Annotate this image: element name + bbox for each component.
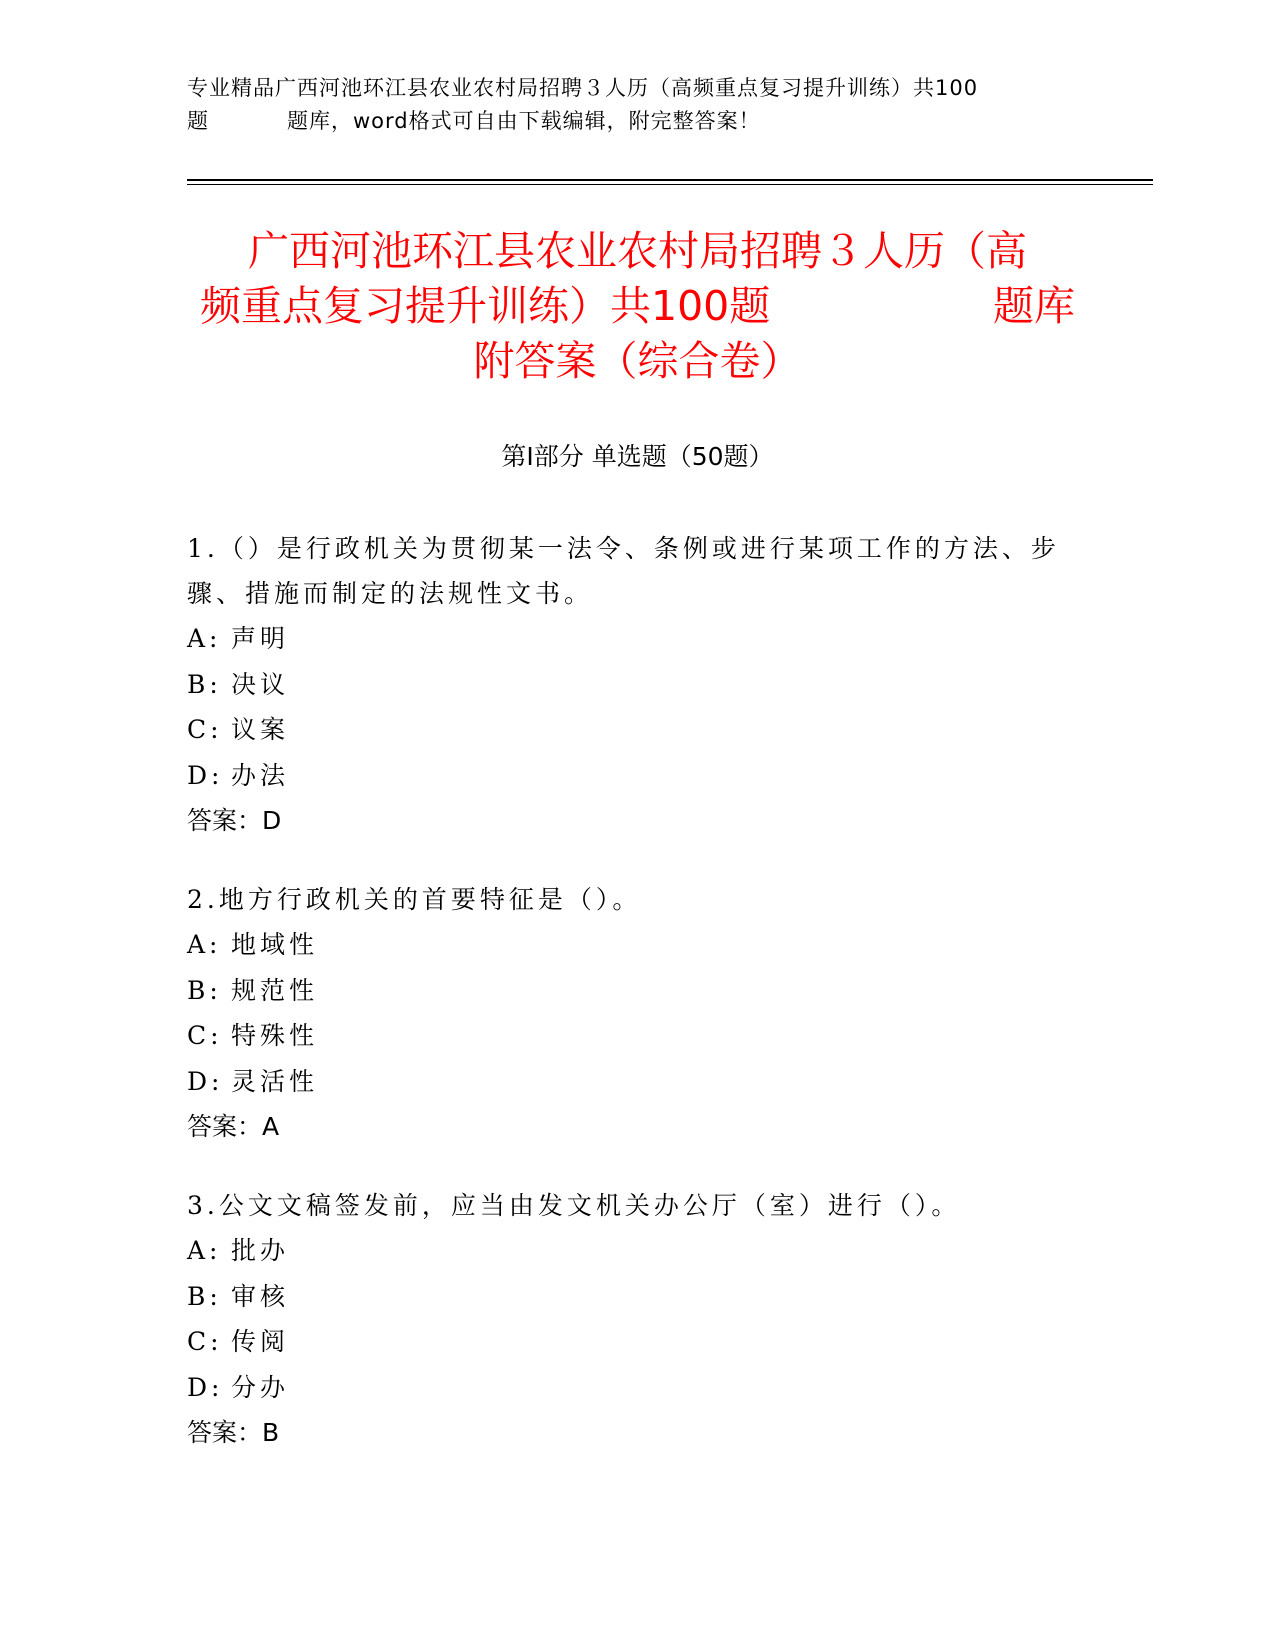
header-line-2 xyxy=(187,105,1087,138)
option-text: 分办 xyxy=(231,1372,290,1402)
title-line-2 xyxy=(150,279,1125,334)
option-key: B: xyxy=(187,669,222,699)
title-line-2-end: 题库 xyxy=(993,282,1075,330)
option-text: 批办 xyxy=(231,1236,290,1265)
option-a xyxy=(187,922,1087,968)
option-b xyxy=(187,662,1087,708)
option-text: 声明 xyxy=(231,624,290,653)
option-key: B: xyxy=(187,975,222,1005)
option-d xyxy=(187,1365,1087,1411)
option-d xyxy=(187,753,1087,799)
option-b xyxy=(187,1274,1087,1320)
option-key: A: xyxy=(187,1236,222,1265)
header-line-2-end: 题库，word格式可自由下载编辑，附完整答案！ xyxy=(287,109,761,133)
option-text: 办法 xyxy=(231,760,290,790)
header-divider-thick xyxy=(187,179,1153,181)
option-key: A: xyxy=(187,930,222,959)
option-text: 传阅 xyxy=(231,1327,290,1356)
option-text: 规范性 xyxy=(231,975,319,1005)
option-c xyxy=(187,1319,1087,1365)
title-line-1: 广西河池环江县农业农村局招聘３人历（高 xyxy=(248,227,1027,275)
header-note xyxy=(187,72,1087,138)
option-text: 特殊性 xyxy=(231,1021,319,1050)
option-c xyxy=(187,1013,1087,1059)
question-stem-continued: 骤、措施而制定的法规性文书。 xyxy=(187,579,594,608)
section-title: 第Ⅰ部分 单选题（50题） xyxy=(501,442,774,471)
question-stem: 2.地方行政机关的首要特征是（）。 xyxy=(187,885,642,914)
header-line-2-start: 题 xyxy=(187,109,209,133)
header-divider-thin xyxy=(187,184,1153,185)
question-list xyxy=(187,526,1087,1489)
header-line-1: 专业精品广西河池环江县农业农村局招聘３人历（高频重点复习提升训练）共100 xyxy=(187,76,979,100)
option-a xyxy=(187,1228,1087,1274)
option-key: C: xyxy=(187,715,223,744)
question-stem: 3.公文文稿签发前，应当由发文机关办公厅（室）进行（）。 xyxy=(187,1191,961,1220)
question-stem: 1.（）是行政机关为贯彻某一法令、条例或进行某项工作的方法、步 xyxy=(187,534,1060,563)
option-key: D: xyxy=(187,1372,224,1402)
question-item xyxy=(187,1183,1087,1455)
option-text: 决议 xyxy=(231,669,290,699)
option-text: 议案 xyxy=(231,715,290,744)
question-item xyxy=(187,526,1087,843)
option-b xyxy=(187,968,1087,1014)
title-line-3: 附答案（综合卷） xyxy=(473,337,802,385)
document-title xyxy=(150,224,1125,389)
option-text: 地域性 xyxy=(231,930,319,959)
answer-line: 答案：D xyxy=(187,806,282,835)
option-key: C: xyxy=(187,1021,223,1050)
option-c xyxy=(187,707,1087,753)
option-key: A: xyxy=(187,624,222,653)
answer-line: 答案：A xyxy=(187,1112,280,1141)
option-d xyxy=(187,1059,1087,1105)
question-item xyxy=(187,877,1087,1149)
option-key: C: xyxy=(187,1327,223,1356)
option-text: 灵活性 xyxy=(231,1066,319,1096)
title-line-2-start: 频重点复习提升训练）共100题 xyxy=(200,282,771,330)
option-a xyxy=(187,616,1087,662)
answer-line: 答案：B xyxy=(187,1418,280,1447)
option-key: B: xyxy=(187,1281,222,1311)
option-key: D: xyxy=(187,1066,224,1096)
option-text: 审核 xyxy=(231,1281,290,1311)
option-key: D: xyxy=(187,760,224,790)
